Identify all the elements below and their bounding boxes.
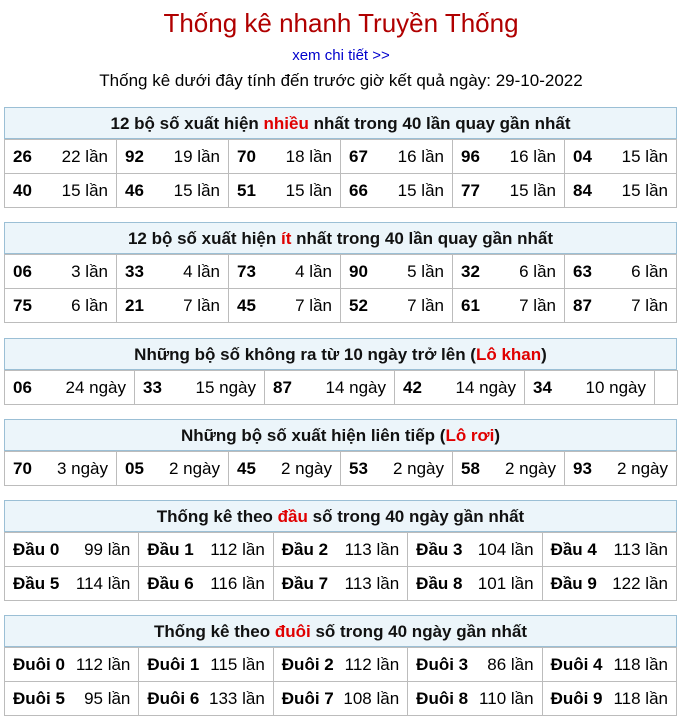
- section-lo-roi: [4, 419, 677, 486]
- table-cell: Đầu 5 114 lần: [5, 567, 139, 601]
- table-cell: Đuôi 4 118 lần: [542, 648, 676, 682]
- table-cell: Đầu 4 113 lần: [542, 533, 676, 567]
- table-cell: 93 2 ngày: [565, 452, 677, 486]
- table-cell: 92 19 lần: [117, 140, 229, 174]
- table-cell: 63 6 lần: [565, 255, 677, 289]
- table-cell: Đuôi 2 112 lần: [273, 648, 407, 682]
- table-cell-empty: [655, 371, 678, 405]
- table-cell: 34 10 ngày: [525, 371, 655, 405]
- table-cell: Đầu 6 116 lần: [139, 567, 273, 601]
- section-lo-khan: [4, 338, 677, 405]
- table-cell: Đuôi 3 86 lần: [408, 648, 542, 682]
- detail-link[interactable]: xem chi tiết >>: [292, 47, 390, 64]
- table-cell: 87 14 ngày: [265, 371, 395, 405]
- section-dau: [4, 500, 677, 601]
- table-cell: 52 7 lần: [341, 289, 453, 323]
- section-duoi: [4, 615, 677, 716]
- table-cell: 70 3 ngày: [5, 452, 117, 486]
- table-cell: 87 7 lần: [565, 289, 677, 323]
- table-cell: 61 7 lần: [453, 289, 565, 323]
- page-subtitle: Thống kê dưới đây tính đến trước giờ kết quả ngày: 29-10-2022: [99, 71, 583, 90]
- table-cell: 67 16 lần: [341, 140, 453, 174]
- table-cell: 51 15 lần: [229, 174, 341, 208]
- table-cell: 46 15 lần: [117, 174, 229, 208]
- table-cell: 73 4 lần: [229, 255, 341, 289]
- table-row: [5, 682, 677, 716]
- table-cell: 58 2 ngày: [453, 452, 565, 486]
- section-heading: Những bộ số xuất hiện liên tiếp (Lô rơi): [4, 419, 677, 451]
- table-cell: 05 2 ngày: [117, 452, 229, 486]
- table-row: [5, 533, 677, 567]
- table-cell: Đầu 1 112 lần: [139, 533, 273, 567]
- dau-table: [4, 532, 677, 601]
- table-row: [5, 452, 677, 486]
- duoi-table: [4, 647, 677, 716]
- table-cell: Đuôi 9 118 lần: [542, 682, 676, 716]
- table-cell: 84 15 lần: [565, 174, 677, 208]
- table-cell: 33 15 ngày: [135, 371, 265, 405]
- table-cell: 66 15 lần: [341, 174, 453, 208]
- table-cell: 42 14 ngày: [395, 371, 525, 405]
- table-cell: Đầu 9 122 lần: [542, 567, 676, 601]
- table-cell: Đầu 7 113 lần: [273, 567, 407, 601]
- table-row: [5, 174, 677, 208]
- table-cell: Đuôi 8 110 lần: [408, 682, 542, 716]
- table-cell: 06 24 ngày: [5, 371, 135, 405]
- table-cell: Đuôi 6 133 lần: [139, 682, 273, 716]
- table-cell: 32 6 lần: [453, 255, 565, 289]
- page-title: Thống kê nhanh Truyền Thống: [163, 8, 519, 38]
- table-cell: 75 6 lần: [5, 289, 117, 323]
- section-heading: Thống kê theo đầu số trong 40 ngày gần nhất: [4, 500, 677, 532]
- least-frequent-table: [4, 254, 677, 323]
- section-least-frequent: [4, 222, 677, 323]
- table-cell: 04 15 lần: [565, 140, 677, 174]
- section-heading: Những bộ số không ra từ 10 ngày trở lên (Lô khan): [4, 338, 677, 370]
- table-cell: 53 2 ngày: [341, 452, 453, 486]
- table-cell: 33 4 lần: [117, 255, 229, 289]
- table-row: [5, 255, 677, 289]
- table-cell: 90 5 lần: [341, 255, 453, 289]
- table-cell: Đầu 8 101 lần: [408, 567, 542, 601]
- table-cell: Đuôi 5 95 lần: [5, 682, 139, 716]
- table-row: [5, 567, 677, 601]
- table-cell: 96 16 lần: [453, 140, 565, 174]
- table-cell: 40 15 lần: [5, 174, 117, 208]
- most-frequent-table: [4, 139, 677, 208]
- table-row: [5, 289, 677, 323]
- table-cell: Đầu 0 99 lần: [5, 533, 139, 567]
- section-heading: 12 bộ số xuất hiện nhiều nhất trong 40 lần quay gần nhất: [4, 107, 677, 139]
- table-row: [5, 648, 677, 682]
- table-cell: 06 3 lần: [5, 255, 117, 289]
- section-heading: Thống kê theo đuôi số trong 40 ngày gần nhất: [4, 615, 677, 647]
- section-heading: 12 bộ số xuất hiện ít nhất trong 40 lần quay gần nhất: [4, 222, 677, 254]
- table-row: [5, 140, 677, 174]
- lo-khan-table: [4, 370, 678, 405]
- table-cell: 45 2 ngày: [229, 452, 341, 486]
- table-cell: Đầu 2 113 lần: [273, 533, 407, 567]
- table-cell: Đầu 3 104 lần: [408, 533, 542, 567]
- section-most-frequent: [4, 107, 677, 208]
- table-cell: 26 22 lần: [5, 140, 117, 174]
- table-cell: 77 15 lần: [453, 174, 565, 208]
- table-cell: 70 18 lần: [229, 140, 341, 174]
- lo-roi-table: [4, 451, 677, 486]
- table-cell: 45 7 lần: [229, 289, 341, 323]
- table-cell: Đuôi 1 115 lần: [139, 648, 273, 682]
- table-cell: 21 7 lần: [117, 289, 229, 323]
- table-cell: Đuôi 7 108 lần: [273, 682, 407, 716]
- table-cell: Đuôi 0 112 lần: [5, 648, 139, 682]
- table-row: [5, 371, 678, 405]
